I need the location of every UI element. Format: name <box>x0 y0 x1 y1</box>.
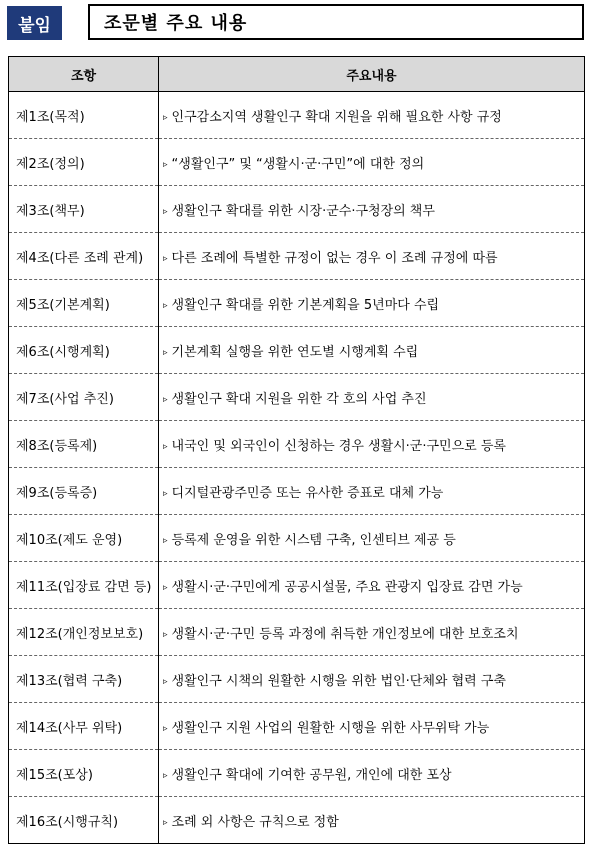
article-cell: 제16조(시행규칙) <box>9 797 159 844</box>
triangle-bullet-icon: ▹ <box>163 394 168 405</box>
article-cell: 제13조(협력 구축) <box>9 656 159 703</box>
triangle-bullet-icon: ▹ <box>163 629 168 640</box>
content-cell <box>159 562 585 609</box>
triangle-bullet-icon: ▹ <box>163 206 168 217</box>
content-cell <box>159 656 585 703</box>
content-cell <box>159 327 585 374</box>
triangle-bullet-icon: ▹ <box>163 817 168 828</box>
table-row <box>9 421 585 468</box>
table-row <box>9 656 585 703</box>
triangle-bullet-icon: ▹ <box>163 347 168 358</box>
content-cell <box>159 186 585 233</box>
triangle-bullet-icon: ▹ <box>163 253 168 264</box>
article-cell: 제11조(입장료 감면 등) <box>9 562 159 609</box>
content-text: “생활인구” 및 “생활시·군·구민”에 대한 정의 <box>171 156 425 172</box>
content-cell <box>159 280 585 327</box>
content-text: 조례 외 사항은 규칙으로 정함 <box>171 814 339 830</box>
content-text: 생활인구 확대 지원을 위한 각 호의 사업 추진 <box>171 391 427 407</box>
article-table <box>8 56 585 844</box>
content-cell <box>159 421 585 468</box>
content-text: 생활시·군·구민 등록 과정에 취득한 개인정보에 대한 보호조치 <box>171 626 519 642</box>
table-row <box>9 280 585 327</box>
article-cell: 제2조(정의) <box>9 139 159 186</box>
article-cell: 제10조(제도 운영) <box>9 515 159 562</box>
table-row <box>9 703 585 750</box>
content-text: 생활인구 확대를 위한 시장·군수·구청장의 책무 <box>171 203 435 219</box>
page-title: 조문별 주요 내용 <box>88 4 584 40</box>
triangle-bullet-icon: ▹ <box>163 159 168 170</box>
content-cell <box>159 233 585 280</box>
article-cell: 제1조(목적) <box>9 92 159 139</box>
header-article: 조항 <box>9 57 159 92</box>
table-row <box>9 468 585 515</box>
content-cell <box>159 609 585 656</box>
content-cell <box>159 139 585 186</box>
article-cell: 제6조(시행계획) <box>9 327 159 374</box>
table-row <box>9 562 585 609</box>
content-cell <box>159 374 585 421</box>
article-cell: 제12조(개인정보보호) <box>9 609 159 656</box>
content-cell <box>159 703 585 750</box>
article-cell: 제9조(등록증) <box>9 468 159 515</box>
table-row <box>9 797 585 844</box>
table-row <box>9 186 585 233</box>
content-text: 내국인 및 외국인이 신청하는 경우 생활시·군·구민으로 등록 <box>171 438 506 454</box>
content-text: 생활인구 시책의 원활한 시행을 위한 법인·단체와 협력 구축 <box>171 673 506 689</box>
article-cell: 제14조(사무 위탁) <box>9 703 159 750</box>
triangle-bullet-icon: ▹ <box>163 770 168 781</box>
article-cell: 제5조(기본계획) <box>9 280 159 327</box>
table-header-row <box>9 57 585 92</box>
content-cell <box>159 468 585 515</box>
table-row <box>9 139 585 186</box>
table-row <box>9 233 585 280</box>
content-text: 다른 조례에 특별한 규정이 없는 경우 이 조례 규정에 따름 <box>171 250 498 266</box>
table-row <box>9 374 585 421</box>
table-row <box>9 609 585 656</box>
triangle-bullet-icon: ▹ <box>163 488 168 499</box>
content-text: 기본계획 실행을 위한 연도별 시행계획 수립 <box>171 344 419 360</box>
table-row <box>9 327 585 374</box>
triangle-bullet-icon: ▹ <box>163 535 168 546</box>
triangle-bullet-icon: ▹ <box>163 582 168 593</box>
attachment-badge: 붙임 <box>7 6 62 40</box>
content-text: 생활시·군·구민에게 공공시설물, 주요 관광지 입장료 감면 가능 <box>171 579 523 595</box>
content-cell <box>159 515 585 562</box>
content-cell <box>159 750 585 797</box>
article-cell: 제15조(포상) <box>9 750 159 797</box>
triangle-bullet-icon: ▹ <box>163 676 168 687</box>
table-row <box>9 92 585 139</box>
triangle-bullet-icon: ▹ <box>163 112 168 123</box>
content-text: 생활인구 지원 사업의 원활한 시행을 위한 사무위탁 가능 <box>171 720 490 736</box>
table-row <box>9 750 585 797</box>
content-text: 디지털관광주민증 또는 유사한 증표로 대체 가능 <box>171 485 444 501</box>
content-text: 생활인구 확대에 기여한 공무원, 개인에 대한 포상 <box>171 767 452 783</box>
content-text: 생활인구 확대를 위한 기본계획을 5년마다 수립 <box>171 297 440 313</box>
triangle-bullet-icon: ▹ <box>163 300 168 311</box>
article-cell: 제4조(다른 조례 관계) <box>9 233 159 280</box>
content-text: 등록제 운영을 위한 시스템 구축, 인센티브 제공 등 <box>171 532 456 548</box>
triangle-bullet-icon: ▹ <box>163 723 168 734</box>
content-cell <box>159 92 585 139</box>
table-row <box>9 515 585 562</box>
content-text: 인구감소지역 생활인구 확대 지원을 위해 필요한 사항 규정 <box>171 109 502 125</box>
content-cell <box>159 797 585 844</box>
article-cell: 제3조(책무) <box>9 186 159 233</box>
header-content: 주요내용 <box>159 57 585 92</box>
article-cell: 제8조(등록제) <box>9 421 159 468</box>
article-cell: 제7조(사업 추진) <box>9 374 159 421</box>
triangle-bullet-icon: ▹ <box>163 441 168 452</box>
